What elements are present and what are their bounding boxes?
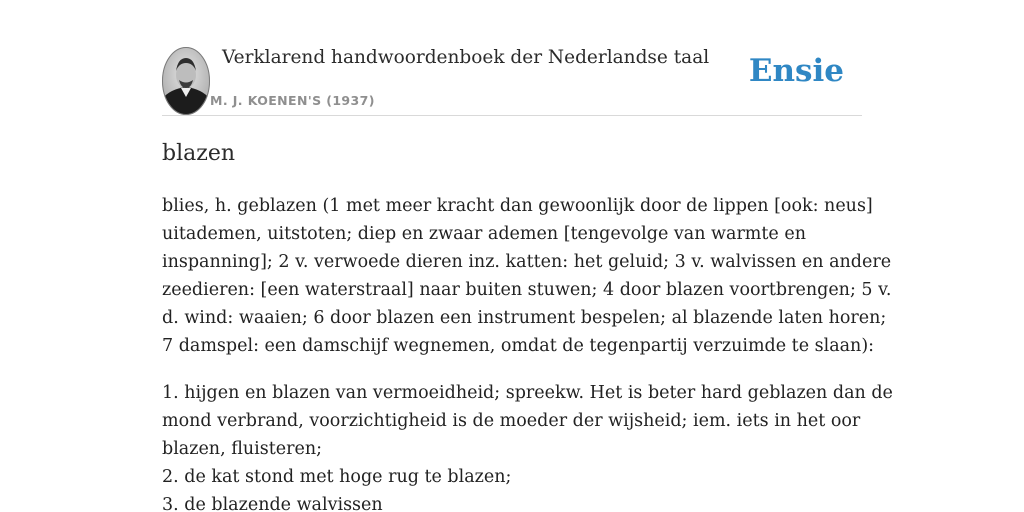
example-line: mond verbrand, voorzichtigheid is de moeder der wijsheid; iem. iets in het oor	[162, 411, 861, 431]
definition-line: 7 damspel: een damschijf wegnemen, omdat de tegenpartij verzuimde te slaan):	[162, 336, 875, 356]
dictionary-author: M. J. KOENEN'S (1937)	[210, 93, 375, 108]
definition-line: inspanning]; 2 v. verwoede dieren inz. katten: het geluid; 3 v. walvissen en andere	[162, 252, 892, 272]
definition-line: uitademen, uitstoten; diep en zwaar ademen [tengevolge van warmte en	[162, 224, 806, 244]
definition-line: d. wind: waaien; 6 door blazen een instrument bespelen; al blazende laten horen;	[162, 308, 887, 328]
example-line: 3. de blazende walvissen	[162, 495, 383, 512]
entry-headword: blazen	[162, 141, 236, 166]
entry-definition	[162, 192, 892, 360]
site-header	[162, 46, 862, 116]
definition-line: blies, h. geblazen (1 met meer kracht dan gewoonlijk door de lippen [ook: neus]	[162, 196, 873, 216]
definition-line: zeedieren: [een waterstraal] naar buiten stuwen; 4 door blazen voortbrengen; 5 v.	[162, 280, 892, 300]
dictionary-title[interactable]: Verklarend handwoordenboek der Nederlandse taal	[222, 47, 710, 68]
example-line: 1. hijgen en blazen van vermoeidheid; spreekw. Het is beter hard geblazen dan de	[162, 383, 893, 403]
example-line: 2. de kat stond met hoge rug te blazen;	[162, 467, 512, 487]
author-portrait-icon	[162, 47, 210, 115]
entry-examples	[162, 379, 893, 512]
example-line: blazen, fluisteren;	[162, 439, 323, 459]
brand-logo[interactable]: Ensie	[748, 53, 844, 89]
